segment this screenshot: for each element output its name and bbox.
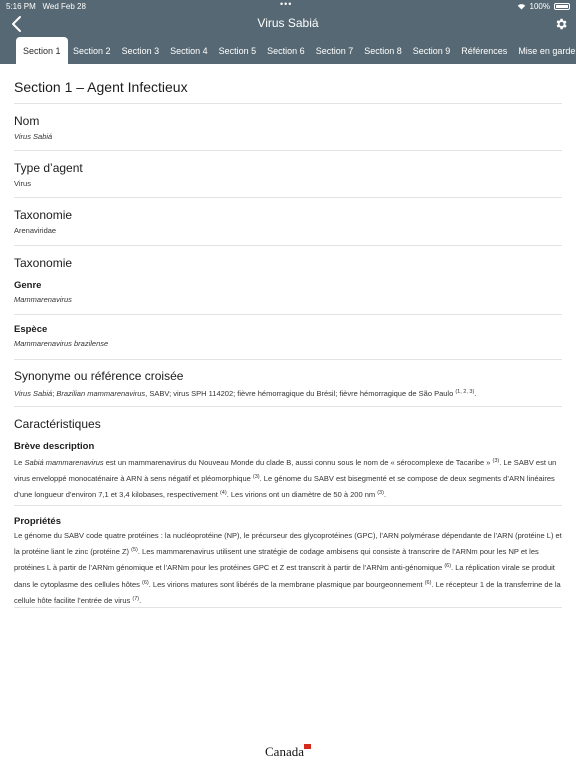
taxonomie-value: Arenaviridae: [14, 226, 57, 235]
field-taxonomie-2: [14, 256, 72, 270]
espece-value: Mammarenavirus brazilense: [14, 339, 109, 348]
canada-flag-icon: [304, 744, 311, 749]
tab-references[interactable]: Références: [461, 45, 508, 56]
tab-section-8[interactable]: Section 8: [364, 45, 402, 56]
divider: [14, 406, 562, 407]
tab-section-6[interactable]: Section 6: [267, 45, 305, 56]
wifi-icon: [517, 3, 526, 10]
section-tabs: [16, 37, 576, 64]
tab-section-7[interactable]: Section 7: [315, 45, 354, 56]
type-agent-label: Type d’agent: [14, 161, 83, 175]
canada-wordmark-logo: Canada: [265, 744, 304, 759]
proprietes-text: Le génome du SABV code quatre protéines : la nucléoprotéine (NP), le précurseur des glycoprotéines (GPC), l’ARN polymérase dépendante de l’ARN (protéine L) et la protéine liant le zinc (protéine Z) $^{(5)}$. Les mammarenavirus utilisent une stratégie de codage ambisens qui consiste à transcrire de l’ARNm pour les NP et les protéines L à partir de l’ARNm génomique et l’ARNm pour les protéines GPC et Z est transcrit à partir de l’ARNm anti-génomique $^{(6)}$. La réplication virale se produit dans le cytoplasme des cellules hôtes $^{(6)}$. Les virions matures sont libérés de la membrane plasmique par bourgeonnement $^{(6)}$. Le récepteur 1 de la transferrine de la cellule hôte facilite l’entrée de virus $^{(7)}$.: [14, 531, 562, 605]
field-type-agent: [14, 161, 83, 190]
field-genre: [14, 280, 72, 306]
tab-section-4[interactable]: Section 4: [170, 45, 208, 56]
multitask-dots-icon[interactable]: •••: [280, 0, 293, 9]
divider: [14, 197, 562, 198]
tab-section-9[interactable]: Section 9: [412, 45, 451, 56]
field-espece: [14, 324, 108, 350]
breve-description-label: Brève description: [14, 441, 95, 452]
nom-value-text: Virus Sabiá: [14, 132, 53, 141]
battery-percent: 100%: [529, 2, 550, 11]
field-caracteristiques: [14, 417, 562, 431]
field-breve-description: [14, 441, 564, 503]
field-taxonomie-1: [14, 208, 72, 237]
field-proprietes: [14, 516, 564, 608]
divider: [14, 103, 562, 104]
divider: [14, 245, 562, 246]
field-list: [14, 103, 562, 104]
tab-section-1[interactable]: Section 1: [16, 37, 68, 64]
genre-value: Mammarenavirus: [14, 295, 72, 304]
status-bar: [0, 0, 576, 12]
tab-section-3[interactable]: Section 3: [121, 45, 160, 56]
tab-section-2[interactable]: Section 2: [73, 45, 111, 56]
divider: [14, 359, 562, 360]
espece-label: Espèce: [14, 324, 48, 335]
divider: [14, 505, 562, 506]
battery-icon: [554, 3, 570, 10]
taxonomie-label: Taxonomie: [14, 208, 73, 222]
tab-mise-en-garde[interactable]: Mise en garde: [518, 45, 576, 56]
synonyme-label: Synonyme ou référence croisée: [14, 369, 184, 383]
main-content: [14, 64, 562, 104]
type-agent-value: Virus: [14, 179, 31, 188]
status-right: [517, 2, 570, 11]
proprietes-label: Propriétés: [14, 516, 61, 527]
field-nom: [14, 114, 52, 143]
nom-label-text: Nom: [14, 114, 40, 128]
top-bar: [0, 0, 576, 64]
gear-icon[interactable]: [554, 17, 568, 31]
taxonomie2-label: Taxonomie: [14, 256, 73, 270]
breve-description-text: Le Sabiá mammarenavirus est un mammarenavirus du Nouveau Monde du clade B, aussi connu sous le nom de « sérocomplexe de Tacaribe » $^{(3)}$. Le SABV est un virus enveloppé monocaténaire à ARN à sens négatif et pléomorphique $^{(3)}$. Le génome du SABV est bisegmenté et se compose de deux segments d’ARN linéaires d’une longueur d’environ 7,1 et 3,4 kilobases, respectivement $^{(4)}$. Les virions ont un diamètre de 50 à 200 nm $^{(3)}$.: [14, 458, 557, 500]
caracteristiques-label: Caractéristiques: [14, 417, 101, 431]
tab-section-5[interactable]: Section 5: [218, 45, 257, 56]
page-header-title: Virus Sabiá: [257, 16, 319, 30]
synonyme-value: Virus Sabiá; Brazilian mammarenavirus, SABV; virus SPH 114202; fièvre hémorragique du Brésil; fièvre hémorragique de São Paulo $^{(1, 2, 3)}$.: [14, 389, 477, 398]
divider: [14, 607, 562, 608]
status-time: 5:16 PM Wed Feb 28: [6, 2, 86, 11]
genre-label: Genre: [14, 280, 42, 291]
page-title: Section 1 – Agent Infectieux: [14, 79, 188, 95]
divider: [14, 150, 562, 151]
field-synonyme: [14, 369, 562, 400]
divider: [14, 314, 562, 315]
